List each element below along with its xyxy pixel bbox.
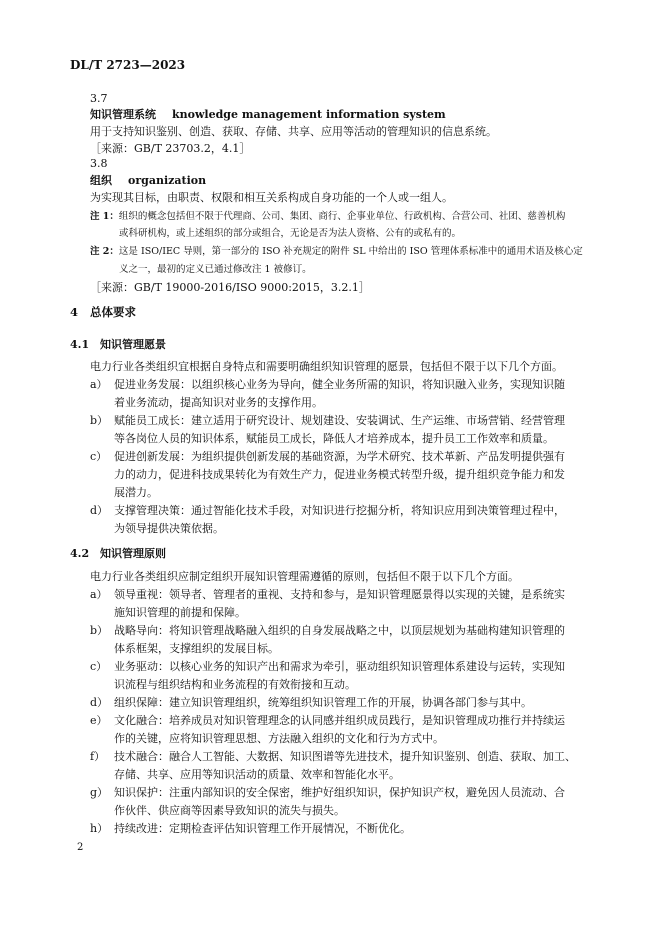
list-item-line: 促进创新发展：为组织提供创新发展的基础资源，为学术研究、技术革新、产品发明提供强有 [114,450,565,463]
list-item [90,658,620,694]
list-item-line: 作的关键，应将知识管理思想、方法融入组织的文化和行为方式中。 [114,732,444,745]
standard-number-header: DL/T 2723—2023 [70,58,186,72]
list-item-line: 知识保护：注重内部知识的安全保密，维护好组织知识，保护知识产权，避免因人员流动、合 [114,786,565,799]
list-item [90,748,620,784]
source-3-8: ［来源：GB/T 19000-2016/ISO 9000:2015，3.2.1］ [90,281,370,294]
list-item-text [114,784,620,820]
list-item-line: 存储、共享、应用等知识活动的质量、效率和智能化水平。 [114,768,400,781]
list-item-label: b） [90,624,109,637]
list-item-text [114,694,620,712]
note-2-line-2: 义之一，最初的定义已通过修改注 1 被修订。 [119,264,312,275]
note-1-line-2: 或科研机构，或上述组织的部分或组合，无论是否为法人资格、公有的或私有的。 [119,228,462,239]
list-item-line: 促进业务发展：以组织核心业务为导向，健全业务所需的知识，将知识融入业务，实现知识随 [114,378,565,391]
section-4-1-heading [70,336,166,352]
term-en: organization [128,174,207,187]
page-number: 2 [77,842,84,853]
term-en: knowledge management information system [172,108,446,121]
section-4-2-intro: 电力行业各类组织应制定组织开展知识管理需遵循的原则，包括但不限于以下几个方面。 [90,570,519,583]
list-item-line: 支撑管理决策：通过智能化技术手段，对知识进行挖掘分析，将知识应用到决策管理过程中， [114,504,565,517]
list-item [90,712,620,748]
section-4-2-list [90,586,620,838]
definition-3-7: 用于支持知识鉴别、创造、获取、存储、共享、应用等活动的管理知识的信息系统。 [90,125,497,138]
list-item-line: 施知识管理的前提和保障。 [114,606,246,619]
list-item [90,820,620,838]
section-4-2-heading [70,545,166,561]
list-item-text [114,448,620,502]
term-zh: 知识管理系统 [90,108,156,121]
note-2 [90,243,583,257]
list-item-text [114,748,620,784]
list-item-text [114,376,620,412]
term-zh: 组织 [90,174,112,187]
section-number: 4.1 [70,338,90,351]
list-item-label: h） [90,822,109,835]
list-item-label: b） [90,414,109,427]
list-item [90,622,620,658]
note-1 [90,208,565,222]
list-item-line: 展潜力。 [114,486,158,499]
list-item [90,448,620,502]
list-item [90,586,620,622]
note-1-label: 注 1： [90,211,119,222]
section-4-heading [70,304,136,320]
list-item-text [114,586,620,622]
list-item-label: d） [90,696,109,709]
list-item [90,376,620,412]
list-item-line: 识流程与组织结构和业务流程的有效衔接和互动。 [114,678,356,691]
list-item-text [114,622,620,658]
list-item-label: d） [90,504,109,517]
list-item-text [114,658,620,694]
list-item-line: 业务驱动：以核心业务的知识产出和需求为牵引，驱动组织知识管理体系建设与运转，实现知 [114,660,565,673]
list-item-line: 体系框架，支撑组织的发展目标。 [114,642,279,655]
list-item-line: 力的动力，促进科技成果转化为有效生产力，促进业务模式转型升级，提升组织竞争能力和发 [114,468,565,481]
list-item [90,502,620,538]
list-item-line: 技术融合：融合人工智能、大数据、知识图谱等先进技术，提升知识鉴别、创造、获取、加工、 [114,750,576,763]
note-2-line-1: 这是 ISO/IEC 导则，第一部分的 ISO 补充规定的附件 SL 中给出的 ISO 管理体系标准中的通用术语及核心定 [118,246,583,257]
list-item-line: 作伙伴、供应商等因素导致知识的流失与损失。 [114,804,345,817]
list-item-label: a） [90,588,108,601]
list-item-label: c） [90,450,108,463]
list-item-line: 赋能员工成长：建立适用于研究设计、规划建设、安装调试、生产运维、市场营销、经营管理 [114,414,565,427]
list-item-text [114,820,620,838]
list-item [90,784,620,820]
list-item-text [114,502,620,538]
list-item-line: 组织保障：建立知识管理组织，统筹组织知识管理工作的开展，协调各部门参与其中。 [114,696,532,709]
section-title: 知识管理原则 [100,547,166,560]
list-item-label: e） [90,714,108,727]
list-item-line: 着业务流动，提高知识对业务的支撑作用。 [114,396,323,409]
list-item-label: g） [90,786,109,799]
list-item-line: 等各岗位人员的知识体系，赋能员工成长，降低人才培养成本，提升员工工作效率和质量。 [114,432,554,445]
note-2-label: 注 2： [90,246,119,257]
list-item-label: a） [90,378,108,391]
list-item-line: 战略导向：将知识管理战略融入组织的自身发展战略之中，以顶层规划为基础构建知识管理的 [114,624,565,637]
list-item-label: c） [90,660,108,673]
term-3-7 [90,106,446,122]
list-item-label: f） [90,750,106,763]
section-title: 知识管理愿景 [100,338,166,351]
section-title: 总体要求 [90,305,136,319]
section-4-1-list [90,376,620,538]
list-item [90,694,620,712]
list-item [90,412,620,448]
definition-3-8: 为实现其目标，由职责、权限和相互关系构成自身功能的一个人或一组人。 [90,191,453,204]
list-item-line: 领导重视：领导者、管理者的重视、支持和参与，是知识管理愿景得以实现的关键，是系统实 [114,588,565,601]
section-4-1-intro: 电力行业各类组织宜根据自身特点和需要明确组织知识管理的愿景，包括但不限于以下几个方面。 [90,360,563,373]
list-item-line: 为领导提供决策依据。 [114,522,224,535]
clause-number-3-7: 3.7 [90,92,108,105]
list-item-text [114,412,620,448]
note-1-line-1: 组织的概念包括但不限于代理商、公司、集团、商行、企事业单位、行政机构、合营公司、社团、慈善机构 [118,211,566,222]
source-3-7: ［来源：GB/T 23703.2，4.1］ [90,142,251,155]
clause-number-3-8: 3.8 [90,157,108,170]
term-3-8 [90,172,206,188]
section-number: 4 [70,305,79,319]
list-item-line: 文化融合：培养成员对知识管理理念的认同感并组织成员践行，是知识管理成功推行并持续运 [114,714,565,727]
section-number: 4.2 [70,547,90,560]
list-item-line: 持续改进：定期检查评估知识管理工作开展情况，不断优化。 [114,822,411,835]
list-item-text [114,712,620,748]
